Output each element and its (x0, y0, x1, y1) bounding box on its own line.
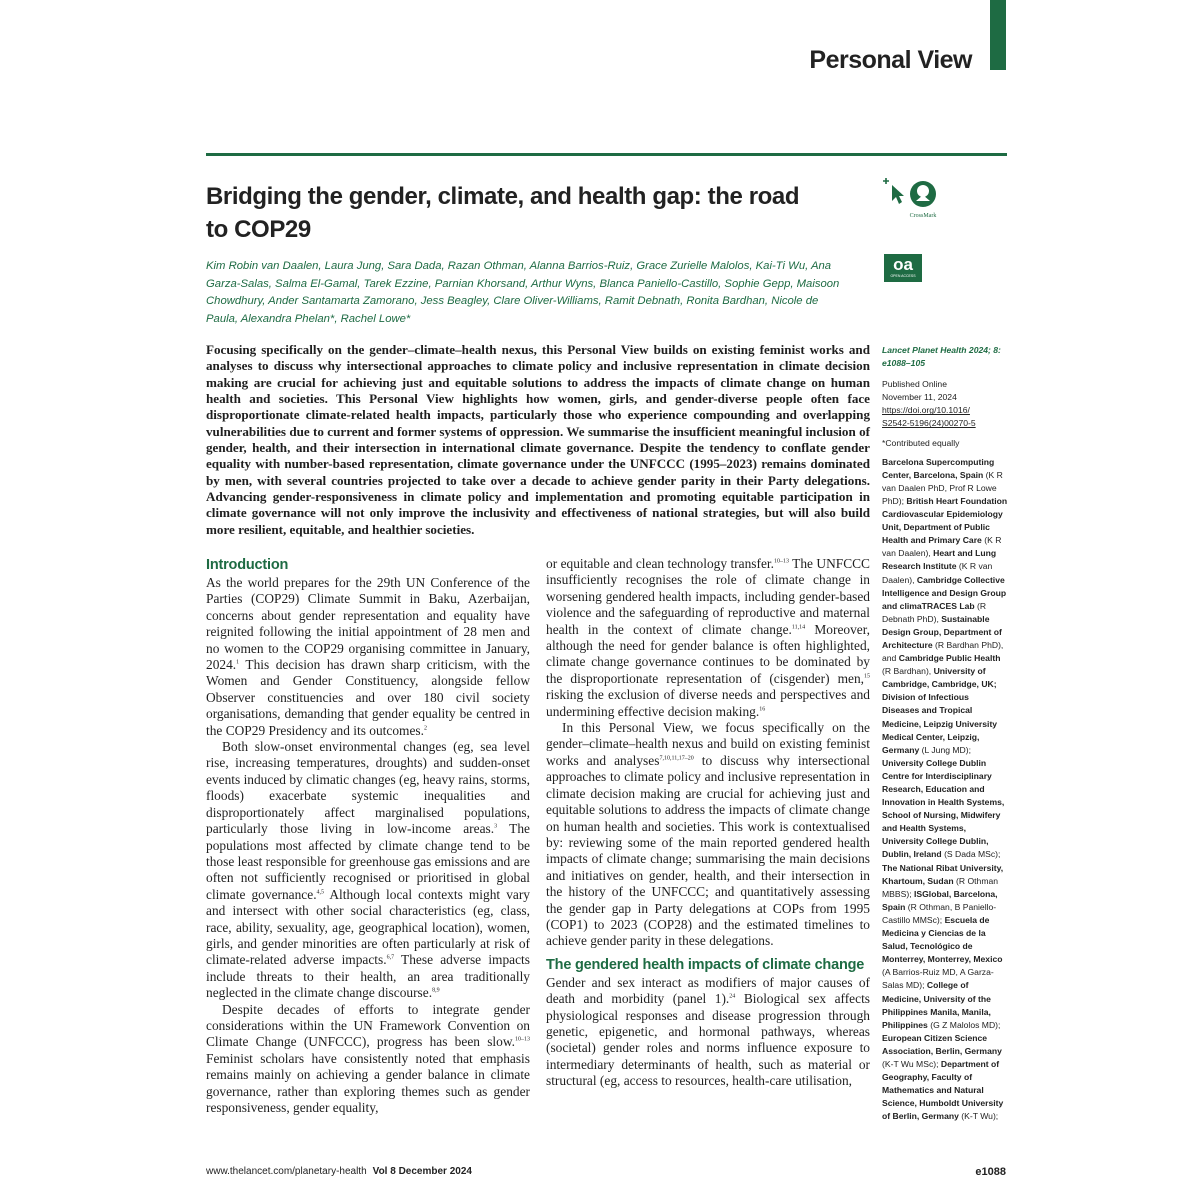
affiliation-institution: Cambridge Collective Intelligence and Design Group and climaTRACES Lab (882, 574, 1007, 611)
affiliation-institution: British Heart Foundation Cardiovascular Epidemiology Unit, Department of Public Health and Primary Care (882, 495, 1008, 546)
affiliation-institution: The National Ribat University, Khartoum, Sudan (882, 862, 1004, 886)
footer-journal (206, 1166, 472, 1177)
section-label: Personal View (809, 46, 972, 74)
paragraph: Both slow-onset environmental changes (eg, sea level rise, increasing temperatures, droughts) and sudden-onset events induced by climatic changes (eg, heavy rains, storms, floods) exacerbate systemic inequalities and disproportionately affect marginalised populations, particularly those living in low-income areas.$^3$ The populations most affected by climate change tend to be those least responsible for greenhouse gas emissions and are often not sufficiently recognised or prioritised in global climate governance.$^{4,5}$ Although local contexts might vary and intersect with other social characteristics (eg, class, race, ability, sexuality, age, geographical location), women, girls, and gender minorities are often particularly at risk of climate-related adverse impacts.$^{6,7}$ These adverse impacts include threats to their health, an area traditionally neglected in the climate change discourse.$^{8,9}$ (206, 739, 530, 1001)
published-label: Published Online (882, 379, 947, 390)
doi-link[interactable]: https://doi.org/10.1016/ S2542-5196(24)00270-5 (882, 405, 976, 429)
body-column-1 (206, 556, 530, 1116)
affiliation-institution: College of Medicine, University of the Philippines Manila, Manila, Philippines (882, 980, 991, 1030)
affiliation-institution: University of Cambridge, Cambridge, UK; Division of Infectious Diseases and Tropical Medicine, Leipzig University Medical Center, Leipzig, Germany (882, 666, 998, 755)
affiliation-institution: Cambridge Public Health (898, 653, 1001, 664)
journal-citation: Lancet Planet Health 2024; 8: e1088–105 (882, 345, 1001, 369)
paragraph: In this Personal View, we focus specifically on the gender–climate–health nexus and build on existing feminist works and analyses$^{7,10,11,17-20}$ to discuss why intersectional approaches to climate policy and inclusive representation in climate decision making are crucial for achieving just and equitable solutions to address the impacts of climate change on human health and societies. This work is contextualised by: reviewing some of the main reported gendered health impacts of climate change; summarising the main decisions and initiatives on gender, health, and their intersection in the history of the UNFCCC; and quantitatively assessing the gender gap in Party delegations at COPs from 1995 (COP1) to 2023 (COP28) and the estimated timelines to achieve gender parity in these delegations. (546, 720, 871, 949)
paragraph: or equitable and clean technology transfer.$^{10-13}$ The UNFCCC insufficiently recognises the role of climate change in worsening gendered health impacts, including gender-based violence and the safeguarding of reproductive and maternal health in the context of climate change.$^{11,14}$ Moreover, although the need for gender balance is often highlighted, climate change governance continues to be dominated by the disproportionate representation of (cisgender) men,$^{15}$ risking the exclusion of diverse needs and perspectives and undermining effective decision making.$^{16}$ (546, 556, 870, 719)
open-access-badge (884, 254, 922, 282)
affiliation-authors: (L Jung MD); (919, 744, 971, 755)
section-heading-introduction: Introduction (206, 557, 289, 573)
affiliation-authors: (K-T Wu MSc); (882, 1058, 941, 1069)
affiliation-authors: (K R van Daalen PhD, Prof R Lowe PhD); (882, 469, 1003, 506)
paragraph: Despite decades of efforts to integrate gender considerations within the UN Framework Convention on Climate Change (UNFCCC), progress has been slow.$^{10-13}$ Feminist scholars have consistently noted that emphasis remains mainly on achieving a gender balance in climate governance, rather than exploring themes such as gender responsiveness, gender equality, (206, 1001, 530, 1115)
affiliation-authors: (K R van Daalen), (882, 561, 993, 585)
contributed-note: *Contributed equally (882, 437, 960, 448)
affiliation-institution: European Citizen Science Association, Berlin, Germany (882, 1032, 1002, 1056)
header-rule (206, 153, 1007, 156)
affiliation-authors: (S Dada MSc); (941, 849, 1001, 860)
affiliation-authors: (R Othman MBBS); (882, 875, 999, 899)
affiliation-institution: ISGlobal, Barcelona, Spain (882, 888, 998, 912)
affiliation-institution: Escuela de Medicina y Ciencias de la Salud, Tecnológico de Monterrey, Monterrey, Mexico (882, 914, 1003, 965)
affiliation-authors: (K R van Daalen), (882, 535, 1002, 559)
crossmark-icon (880, 176, 942, 220)
affiliation-authors: (R Bardhan), (882, 666, 934, 677)
affiliation-institution: Department of Geography, Faculty of Mathematics and Natural Science, Humboldt University of Berlin, Germany (882, 1058, 1004, 1122)
crossmark-label: CrossMark (909, 213, 937, 219)
paragraph: Gender and sex interact as modifiers of major causes of death and morbidity (panel 1).$^{24}$ Biological sex affects physiological responses and disease progression through genetic, epigenetic, and hormonal pathways, whereas (societal) gender roles and norms influence exposure to intermediary determinants of health, such as material or structural (eg, access to resources, health-care utilisation, (546, 974, 871, 1089)
page-number: e1088 (975, 1166, 1006, 1178)
affiliation-institution: Heart and Lung Research Institute (882, 548, 997, 572)
volume-info: Vol 8 December 2024 (372, 1166, 472, 1177)
affiliation-institution: University College Dublin Centre for Interdisciplinary Research, Education and Innovation in Health Systems, School of Nursing, Midwifery and Health Systems, University College Dublin, Dublin, Ireland (882, 757, 1005, 860)
affiliation-authors: (A Barrios-Ruiz MD, A Garza-Salas MD); (882, 967, 994, 991)
affiliation-authors: (R Othman, B Paniello-Castillo MMSc); (882, 901, 997, 925)
published-date: November 11, 2024 (882, 392, 957, 403)
affiliation-institution: Sustainable Design Group, Department of Architecture (882, 613, 1002, 650)
section-color-tab (990, 0, 1006, 70)
oa-sub-label: OPEN ACCESS (890, 274, 916, 278)
affiliation-authors: (R Debnath PhD), (882, 600, 987, 624)
affiliation-authors: (G Z Malolos MD); (927, 1019, 1001, 1030)
journal-url[interactable]: www.thelancet.com/planetary-health (206, 1166, 367, 1177)
crossmark-badge[interactable] (880, 176, 942, 220)
author-list: Kim Robin van Daalen, Laura Jung, Sara Dada, Razan Othman, Alanna Barrios-Ruiz, Grace Zurielle Malolos, Kai-Ti Wu, Ana Garza-Salas, Salma El-Gamal, Tarek Ezzine, Parnian Khorsand, Arthur Wyns, Blanca Paniello-Castillo, Sophie Gepp, Maisoon Chowdhury, Ander Santamarta Zamorano, Jess Beagley, Clare Oliver-Williams, Ramit Debnath, Ronita Bardhan, Nicole de Paula, Alexandra Phelan*, Rachel Lowe* (206, 260, 840, 325)
section-heading-gendered-health: The gendered health impacts of climate change (546, 956, 865, 973)
affiliations (882, 456, 1008, 1124)
article-title: Bridging the gender, climate, and health gap: the road to COP29 (206, 183, 800, 243)
affiliation-authors: (R Bardhan PhD), and (882, 639, 1004, 664)
article-sidebar (882, 344, 1008, 1123)
affiliation-authors: (K-T Wu); (958, 1111, 999, 1122)
abstract: Focusing specifically on the gender–climate–health nexus, this Personal View builds on existing feminist works and analyses to discuss why intersectional approaches to climate policy and inclusive representation in climate decision making are crucial for achieving just and equitable solutions to address the impacts of climate change on human health and societies. This Personal View highlights how women, girls, and gender-diverse people often face disproportionate climate-related health impacts, particularly those who experience compounding and overlapping vulnerabilities due to current and former systems of oppression. We summarise the insufficient meaningful inclusion of gender, health, and their intersection in international climate governance. Despite the tendency to conflate gender equality with number-based representation, climate governance under the UNFCCC (1995–2023) remains dominated by men, with several countries projected to take over a decade to achieve gender parity in their Party delegations. Advancing gender-responsiveness in climate policy and implementation and promoting equitable participation in climate governance will not only improve the inclusivity and effectiveness of national strategies, but will also build more resilient, equitable, and healthier societies. (206, 342, 870, 537)
oa-label: oa (893, 255, 913, 274)
body-column-2 (546, 556, 870, 1090)
paragraph: As the world prepares for the 29th UN Conference of the Parties (COP29) Climate Summit in Baku, Azerbaijan, concerns about gender representation and equality have reignited following the initial appointment of 28 men and no women to the COP29 organising committee in January, 2024.$^1$ This decision has drawn sharp criticism, with the Women and Gender Constituency, alongside fellow Observer constituencies and over 180 civil society organisations, demanding that gender equality be centred in the COP29 Presidency and its outcomes.$^2$ (206, 575, 530, 738)
affiliation-institution: Barcelona Supercomputing Center, Barcelona, Spain (882, 456, 995, 480)
